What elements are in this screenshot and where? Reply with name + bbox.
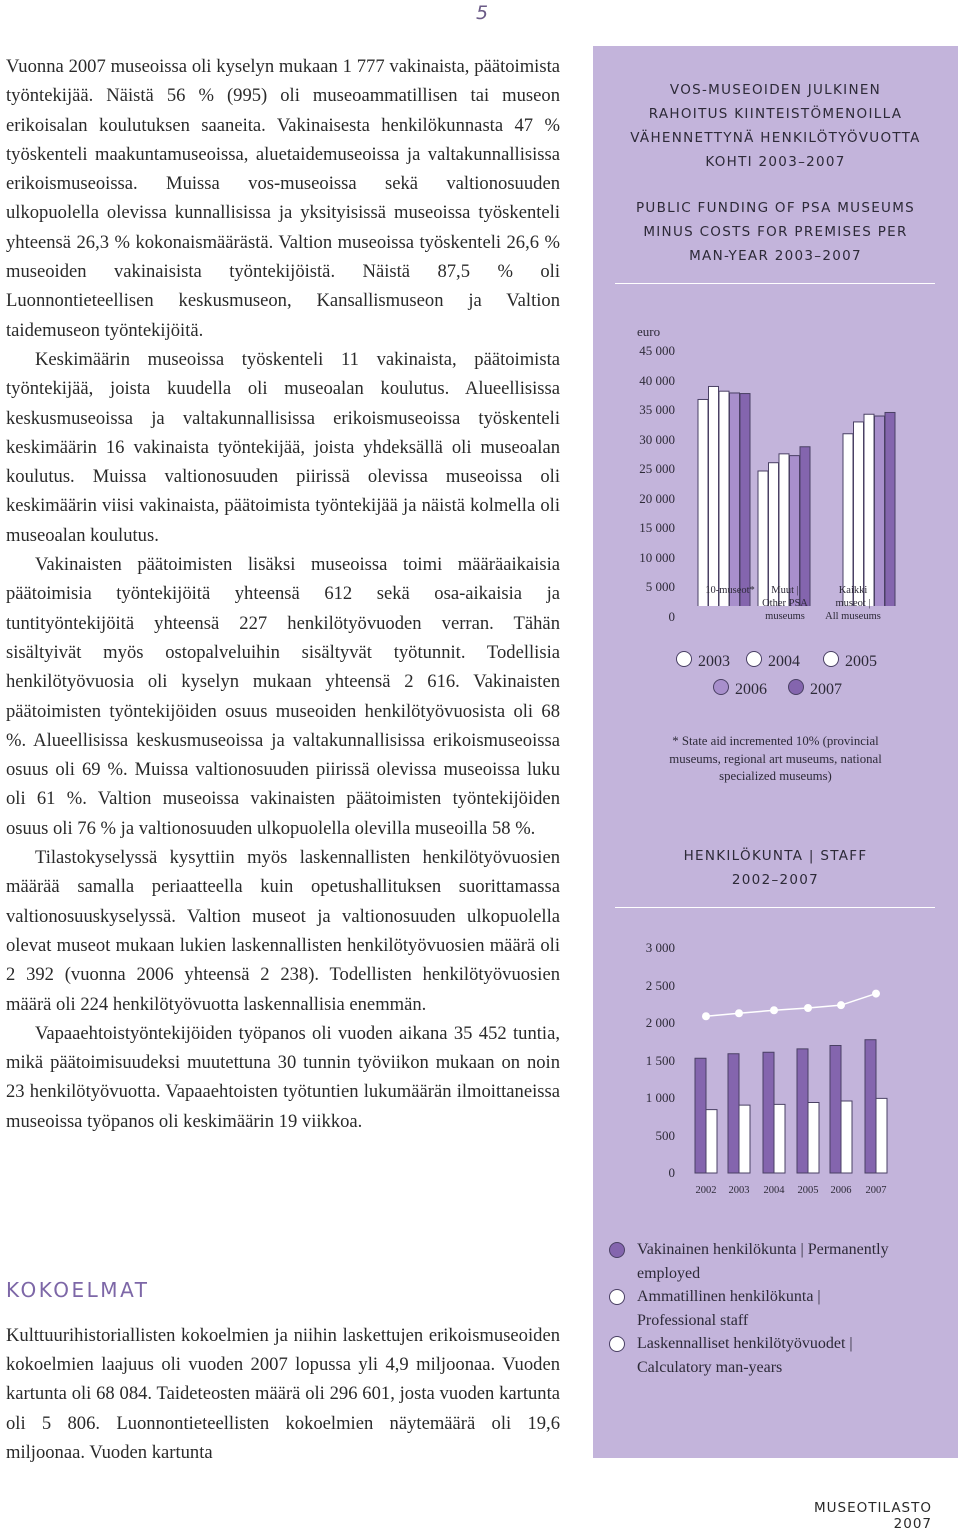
chart2-bar-professional-2005 xyxy=(808,1103,819,1174)
chart1-legend-item-2007 xyxy=(788,679,842,699)
chart1-footnote xyxy=(633,733,918,786)
chart1-y-tick-label: 5 000 xyxy=(645,579,675,595)
chart1-bar-2004-2 xyxy=(854,422,864,606)
legend-label: Calculatory man-years xyxy=(637,1358,783,1376)
chart1-bar-2003-0 xyxy=(698,399,708,606)
paragraph-calculatory-man-years: Tilastokyselyssä kysyttiin myös laskennallisten henkilötyövuosien määrää samalla periaatteella kuin opetushallituksen suorittamassa valtionosuuskyselyssä. Valtion museot ja valtionosuuden ulkopuolella olevat museot mukaan lukien laskennallisten henkilötyövuosien määrä oli 2 392 (vuonna 2006 yhteensä 2 238). Todellisten henkilötyövuosien määrä oli 224 henkilötyövuotta laskennallisia enemmän. xyxy=(6,847,560,1015)
legend-swatch-2005 xyxy=(823,651,839,667)
chart2-bar-permanent-2004 xyxy=(763,1052,774,1173)
chart1-bar-2005-2 xyxy=(864,414,874,606)
chart2-x-tick-label: 2006 xyxy=(830,1185,852,1196)
legend-swatch-2003 xyxy=(676,651,692,667)
chart1-title-fi-line: VOS-MUSEOIDEN JULKINEN xyxy=(669,82,882,98)
chart2-bar-professional-2006 xyxy=(841,1101,852,1173)
chart2-x-tick-label: 2004 xyxy=(763,1185,785,1196)
chart1-y-tick-label: 20 000 xyxy=(639,490,675,506)
chart1-title-en-line: MAN-YEAR 2003–2007 xyxy=(689,248,862,264)
legend-swatch-calculatory xyxy=(609,1336,625,1352)
chart1-legend-item-2003 xyxy=(676,651,730,671)
chart1-category-label xyxy=(815,584,891,623)
legend-label: 2003 xyxy=(698,653,730,670)
chart2-bar-professional-2003 xyxy=(739,1105,750,1173)
chart2-point-calculatory-2006 xyxy=(838,1002,845,1009)
chart2-x-tick-label: 2007 xyxy=(865,1185,887,1196)
chart2-point-calculatory-2003 xyxy=(736,1010,743,1017)
chart2-staff xyxy=(593,926,958,1206)
chart2-title-line: HENKILÖKUNTA | STAFF xyxy=(683,848,868,864)
footnote-line: * State aid incremented 10% (provincial xyxy=(672,734,879,748)
legend-label: Laskennalliset henkilötyövuodet | xyxy=(637,1335,853,1352)
chart2-y-tick-label: 1 000 xyxy=(645,1090,675,1105)
chart2-y-tick-label: 3 000 xyxy=(645,940,675,955)
divider xyxy=(615,283,935,284)
footer-publication: MUSEOTILASTO 2007 xyxy=(814,1500,932,1532)
chart1-title-fi-line: KOHTI 2003–2007 xyxy=(705,154,846,170)
chart2-bar-permanent-2005 xyxy=(797,1049,808,1173)
legend-label: 2006 xyxy=(735,681,767,698)
footnote-line: museums, regional art museums, national xyxy=(669,751,882,766)
chart2-point-calculatory-2002 xyxy=(703,1013,710,1020)
body-text-column xyxy=(6,52,560,1136)
chart2-bar-professional-2004 xyxy=(774,1104,785,1173)
chart1-legend-item-2006 xyxy=(713,679,767,699)
category-line: Kaikki xyxy=(838,585,868,596)
chart1-bar-2006-0 xyxy=(730,393,740,606)
category-line: 10-museot* xyxy=(705,585,755,596)
legend-swatch-professional xyxy=(609,1289,625,1305)
chart2-point-calculatory-2005 xyxy=(805,1005,812,1012)
paragraph-collections: Kulttuurihistoriallisten kokoelmien ja niihin laskettujen erikoismuseoiden kokoelmien laajuus oli vuoden 2007 lopussa yli 4,9 miljoonaa. Vuoden kartunta oli 68 084. Taideteosten määrä oli 296 601, josta vuoden kartunta oli 5 806. Luonnontieteellisten kokoelmien näytemäärä oli 19,6 miljoonaa. Vuoden kartunta xyxy=(6,1325,560,1463)
chart1-y-tick-label: 40 000 xyxy=(639,372,675,388)
legend-swatch-2006 xyxy=(713,679,729,695)
chart1-y-tick-label: 10 000 xyxy=(639,549,675,565)
chart1-unit-label: euro xyxy=(637,324,661,339)
category-line: Muut | xyxy=(771,585,799,596)
chart1-bar-2007-0 xyxy=(740,394,750,606)
chart1-title-en-line: PUBLIC FUNDING OF PSA MUSEUMS xyxy=(635,200,916,216)
chart2-y-tick-label: 500 xyxy=(655,1127,675,1143)
chart2-point-calculatory-2004 xyxy=(771,1007,778,1014)
chart1-bar-2005-0 xyxy=(719,391,729,606)
chart2-x-tick-label: 2005 xyxy=(797,1185,819,1196)
chart1-bar-2003-2 xyxy=(843,434,853,606)
footnote-line: specialized museums) xyxy=(719,769,832,783)
paragraph-average-staff: Keskimäärin museoissa työskenteli 11 vakinaista, päätoimista työntekijää, joista kuudella oli museoalan koulutus. Alueellisissa keskusmuseoissa ja valtakunnallisissa erikoismuseoissa työskenteli keskimäärin 16 vakinaista työntekijää, joista yhdeksällä oli museoalan koulutus. Muissa valtionosuuden piirissä olevissa museoissa oli keskimäärin viisi vakinaista, päätoimista työntekijää ja näistä kolmella oli museoalan koulutus. xyxy=(6,348,560,546)
chart1-y-tick-label: 45 000 xyxy=(639,343,675,358)
chart2-title xyxy=(593,844,958,892)
legend-label: employed xyxy=(637,1264,701,1282)
chart2-bar-permanent-2002 xyxy=(695,1058,706,1173)
chart1-category-label xyxy=(750,584,820,623)
collections-text xyxy=(6,1321,560,1467)
chart1-legend-item-2004 xyxy=(746,651,800,671)
paragraph-volunteers: Vapaaehtoistyöntekijöiden työpanos oli vuoden aikana 35 452 tuntia, mikä päätoimisuudeksi muutettuna 30 tunnin työviikon mukaan on noin 23 henkilötyövuotta. Vapaaehtoisten työtuntien lukumäärän ilmoittaneissa museoissa työpanos oli keskimäärin 19 viikkoa. xyxy=(6,1022,560,1132)
legend-label: 2004 xyxy=(768,653,800,670)
legend-label: Ammatillinen henkilökunta | xyxy=(637,1288,821,1305)
legend-swatch-2004 xyxy=(746,651,762,667)
legend-label: 2007 xyxy=(810,681,842,698)
chart1-bar-2004-0 xyxy=(709,386,719,606)
legend-label: 2005 xyxy=(845,653,877,670)
chart1-funding-per-man-year xyxy=(593,336,958,606)
category-line: museot | xyxy=(835,598,871,609)
chart1-title-fi-line: VÄHENNETTYNÄ HENKILÖTYÖVUOTTA xyxy=(630,130,921,146)
chart2-title-line: 2002–2007 xyxy=(731,872,820,888)
category-line: All museums xyxy=(825,611,881,622)
chart2-y-tick-label: 1 500 xyxy=(645,1052,675,1068)
chart1-title-en xyxy=(593,196,958,268)
chart2-bar-permanent-2006 xyxy=(830,1046,841,1174)
chart2-line-calculatory xyxy=(706,994,876,1017)
chart2-bar-professional-2002 xyxy=(706,1110,717,1173)
legend-swatch-permanent xyxy=(609,1242,625,1258)
chart1-y-tick-label: 25 000 xyxy=(639,461,675,477)
legend-item-professional xyxy=(609,1285,889,1332)
section-heading-collections: KOKOELMAT xyxy=(6,1278,150,1302)
legend-swatch-2007 xyxy=(788,679,804,695)
chart2-y-tick-label: 2 500 xyxy=(645,977,675,993)
chart1-title-fi xyxy=(593,78,958,174)
chart2-bar-permanent-2007 xyxy=(865,1040,876,1173)
category-line: museums xyxy=(765,611,805,622)
legend-label: Professional staff xyxy=(637,1311,749,1329)
legend-label: Vakinainen henkilökunta | Permanently xyxy=(637,1241,889,1258)
chart1-bar-2007-2 xyxy=(885,412,895,606)
chart2-y-tick-label: 2 000 xyxy=(645,1015,675,1030)
chart1-bar-2006-2 xyxy=(875,416,885,606)
chart1-title-en-line: MINUS COSTS FOR PREMISES PER xyxy=(643,224,908,240)
legend-item-calculatory xyxy=(609,1332,889,1379)
sidebar-panel xyxy=(593,46,958,1458)
category-line: Other PSA xyxy=(762,598,808,609)
chart1-y-tick-label: 0 xyxy=(668,609,675,624)
divider xyxy=(615,907,935,908)
legend-item-permanent xyxy=(609,1238,889,1285)
chart1-y-tick-label: 30 000 xyxy=(639,431,675,447)
chart1-legend-item-2005 xyxy=(823,651,877,671)
paragraph-temporary-staff: Vakinaisten päätoimisten lisäksi museoissa toimi määräaikaisia päätoimisia työntekijöitä yhteensä 612 sekä osa-aikaisia ja tuntityöntekijöitä yhteensä 227 henkilötyövuoden verran. Tähän sisältyivät myös ostopalveluihin sisältyvät työtunnit. Todellisia henkilötyövuosia oli kyselyn mukaan yhteensä 2 616. Vakinaisten päätoimisten työntekijöiden osuus museoiden henkilötyövuosista oli 68 %. Alueellisissa keskusmuseoissa ja valtakunnallisissa erikoismuseoissa osuus oli 69 %. Muissa valtionosuuden piirissä olevissa museoissa luku oli 61 %. Valtion museoissa vakinaisten päätoimisten työntekijöiden osuus oli 76 % ja valtionosuuden ulkopuolella olevilla museoilla 58 %. xyxy=(6,554,560,839)
chart2-bar-permanent-2003 xyxy=(728,1054,739,1173)
chart2-x-tick-label: 2003 xyxy=(728,1185,750,1196)
chart1-y-tick-label: 15 000 xyxy=(639,520,675,536)
chart2-x-tick-label: 2002 xyxy=(695,1185,717,1196)
chart1-y-tick-label: 35 000 xyxy=(639,402,675,418)
chart1-bar-2007-1 xyxy=(800,447,810,606)
paragraph-staff-count: Vuonna 2007 museoissa oli kyselyn mukaan 1 777 vakinaista, päätoimista työntekijää. Näistä 56 % (995) oli museoammatillisen tai museon erikoisalan koulutuksen saaneita. Vakinaisesta henkilökunnasta 47 % työskenteli maakuntamuseoissa, aluetaidemuseoissa ja valtakunnallisissa erikoismuseoissa. Muissa vos-museoissa sekä valtionosuuden ulkopuolella olevissa kunnallisissa ja yksityisissä museoissa työskenteli yhteensä 26,3 % kokonaismäärästä. Valtion museoissa työskenteli 26,6 % museoiden vakinaisista työntekijöistä. Näistä 87,5 % oli Luonnontieteellisen keskusmuseon, Kansallismuseon ja Valtion taidemuseon työntekijöitä. xyxy=(6,56,560,341)
chart2-point-calculatory-2007 xyxy=(873,990,880,997)
chart2-y-tick-label: 0 xyxy=(668,1165,675,1180)
page-number: 5 xyxy=(475,2,489,24)
chart1-title-fi-line: RAHOITUS KIINTEISTÖMENOILLA xyxy=(648,106,903,122)
chart2-bar-professional-2007 xyxy=(876,1098,887,1173)
chart2-legend xyxy=(609,1238,889,1379)
